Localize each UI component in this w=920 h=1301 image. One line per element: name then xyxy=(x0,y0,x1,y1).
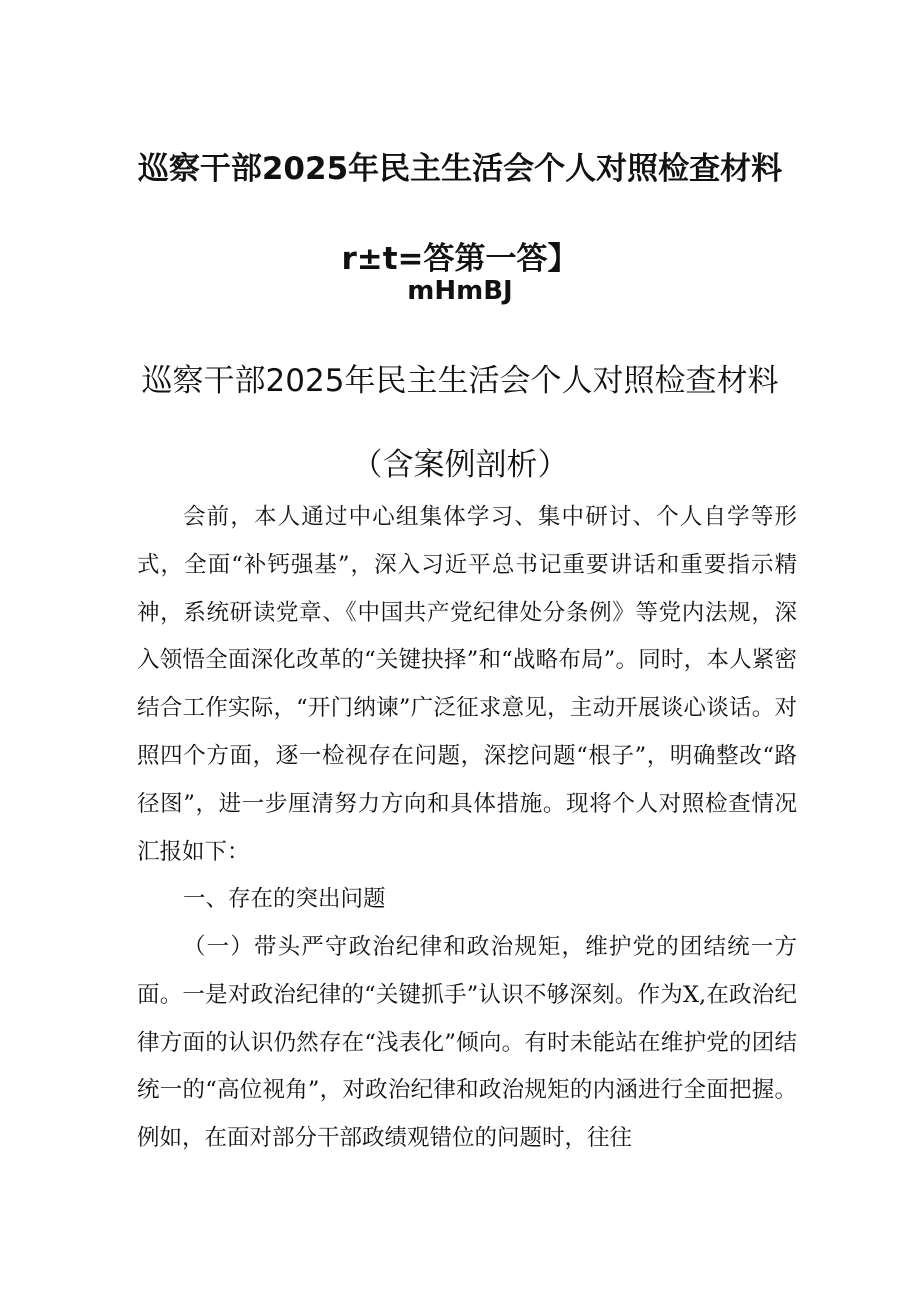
section-heading: 一、存在的突出问题 xyxy=(183,886,386,912)
section-paragraph-block xyxy=(137,924,797,1163)
section-heading-block xyxy=(137,876,797,924)
document-subtitle: （含案例剖析） xyxy=(351,447,569,483)
garbled-subtitle-line: mHmBJ xyxy=(407,276,513,306)
document-title-2: 巡察干部2025年民主生活会个人对照检查材料 xyxy=(141,363,779,399)
garbled-title-line: r±t=答第一答】 xyxy=(341,241,579,277)
intro-paragraph-block xyxy=(137,494,797,876)
section-paragraph: （一）带头严守政治纪律和政治规矩，维护党的团结统一方面。一是对政治纪律的“关键抓手”认识不够深刻。作为X,在政治纪律方面的认识仍然存在“浅表化”倾向。有时未能站在维护党的团结统一的“高位视角”，对政治纪律和政治规矩的内涵进行全面把握。例如，在面对部分干部政绩观错位的问题时，往往 xyxy=(137,934,797,1152)
intro-paragraph: 会前，本人通过中心组集体学习、集中研讨、个人自学等形式，全面“补钙强基”，深入习近平总书记重要讲话和重要指示精神，系统研读党章、《中国共产党纪律处分条例》等党内法规，深入领悟全面深化改革的“关键抉择”和“战略布局”。同时，本人紧密结合工作实际，“开门纳谏”广泛征求意见，主动开展谈心谈话。对照四个方面，逐一检视存在问题，深挖问题“根子”，明确整改“路径图”，进一步厘清努力方向和具体措施。现将个人对照检查情况汇报如下： xyxy=(137,504,797,865)
document-title-1: 巡察干部2025年民主生活会个人对照检查材料 xyxy=(137,151,783,187)
